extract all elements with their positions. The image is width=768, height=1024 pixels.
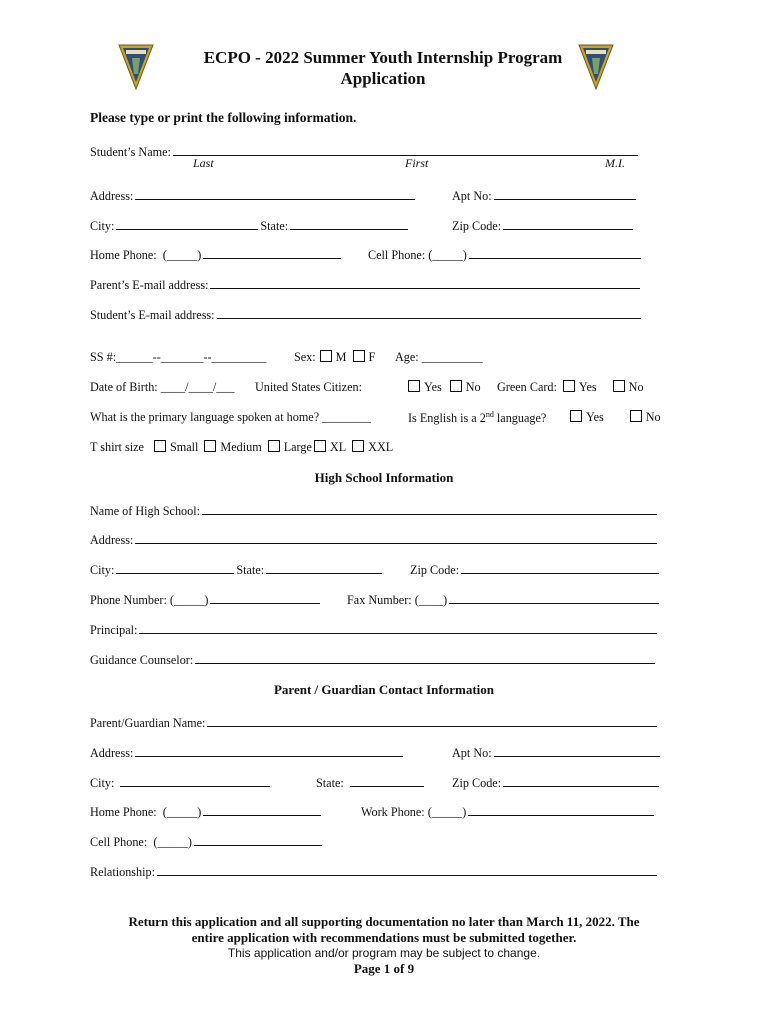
hs-phone-label: Phone Number: <box>90 593 167 607</box>
parent-email-label: Parent’s E-mail address: <box>90 278 209 292</box>
pg-zip-label: Zip Code: <box>452 776 502 790</box>
student-cell-phone-row <box>368 246 643 263</box>
citizen-yes-label: Yes <box>424 380 442 394</box>
hs-state-label: State: <box>236 563 265 577</box>
pg-cell-phone-area[interactable]: (_____) <box>153 835 192 849</box>
green-card-no-checkbox[interactable] <box>613 380 625 392</box>
pg-name-field[interactable] <box>207 714 657 727</box>
student-state-label: State: <box>260 219 289 233</box>
english-yes-label: Yes <box>586 410 604 424</box>
hs-state-field[interactable] <box>266 561 382 574</box>
student-city-field[interactable] <box>116 217 258 230</box>
student-name-row <box>90 143 640 160</box>
student-cell-phone-field[interactable] <box>469 246 641 259</box>
english-options <box>564 410 661 425</box>
citizen-no-checkbox[interactable] <box>450 380 462 392</box>
title-line-2: Application <box>340 69 426 88</box>
student-state-field[interactable] <box>290 217 408 230</box>
pg-apt-row <box>452 744 662 761</box>
student-home-phone-row <box>90 246 343 263</box>
student-apt-field[interactable] <box>494 187 636 200</box>
police-badge-logo-left <box>118 44 154 90</box>
student-email-row <box>90 306 643 323</box>
title-line-1: ECPO - 2022 Summer Youth Internship Program <box>203 48 563 67</box>
pg-home-phone-area[interactable]: (_____) <box>162 805 202 819</box>
dob-label[interactable]: Date of Birth: ____/____/___ <box>90 380 235 394</box>
age-row[interactable] <box>395 350 483 365</box>
citizen-no-label: No <box>465 380 481 394</box>
green-card-yes-checkbox[interactable] <box>563 380 575 392</box>
size-medium-checkbox[interactable] <box>204 440 216 452</box>
change-notice: This application and/or program may be subject to change. <box>227 946 541 960</box>
pg-work-phone-label: Work Phone: <box>361 805 425 819</box>
pg-city-field[interactable] <box>120 774 270 787</box>
student-email-label: Student’s E-mail address: <box>90 308 215 322</box>
pg-cell-phone-row <box>90 833 324 850</box>
hs-fax-label: Fax Number: <box>347 593 412 607</box>
student-city-row <box>90 217 410 234</box>
student-apt-row <box>452 187 638 204</box>
hs-address-field[interactable] <box>135 531 657 544</box>
green-card-row <box>497 380 644 395</box>
pg-name-label: Parent/Guardian Name: <box>90 716 206 730</box>
size-large-checkbox[interactable] <box>268 440 280 452</box>
size-small-checkbox[interactable] <box>154 440 166 452</box>
pg-state-field[interactable] <box>350 774 424 787</box>
hs-counselor-field[interactable] <box>195 651 655 664</box>
parent-email-field[interactable] <box>210 276 640 289</box>
hs-principal-field[interactable] <box>139 621 657 634</box>
age-label[interactable]: Age: __________ <box>395 350 483 364</box>
ss-label[interactable]: SS #:______--_______--_________ <box>90 350 267 364</box>
english-label-pre: Is English is a 2 <box>408 411 486 426</box>
size-medium-label: Medium <box>220 440 262 454</box>
hs-counselor-row <box>90 651 657 668</box>
ss-row[interactable] <box>90 350 266 365</box>
size-xl-checkbox[interactable] <box>314 440 326 452</box>
sex-m-label: M <box>335 350 347 364</box>
citizen-yes-checkbox[interactable] <box>408 380 420 392</box>
parent-heading: Parent / Guardian Contact Information <box>273 682 495 697</box>
size-small-label: Small <box>169 440 199 454</box>
language-row[interactable] <box>90 410 371 425</box>
pg-city-label: City: <box>90 776 115 790</box>
language-label[interactable]: What is the primary language spoken at home? ________ <box>90 410 371 424</box>
english-row <box>408 410 546 426</box>
pg-address-label: Address: <box>90 746 134 760</box>
english-label-sup: nd <box>485 410 494 419</box>
student-zip-field[interactable] <box>503 217 633 230</box>
name-sub-last: Last <box>193 156 214 170</box>
pg-apt-field[interactable] <box>494 744 660 757</box>
name-sub-first: First <box>405 156 429 170</box>
hs-zip-row <box>410 561 661 578</box>
hs-phone-field[interactable] <box>210 591 320 604</box>
student-city-label: City: <box>90 219 115 233</box>
pg-home-phone-field[interactable] <box>203 803 321 816</box>
student-cell-phone-label: Cell Phone: <box>368 248 426 262</box>
size-xxl-checkbox[interactable] <box>352 440 364 452</box>
student-home-phone-field[interactable] <box>203 246 341 259</box>
deadline-line-1: Return this application and all supporting documentation no later than March 11, 2022. The <box>128 914 640 929</box>
pg-cell-phone-field[interactable] <box>194 833 322 846</box>
english-label-post: language? <box>493 411 547 426</box>
hs-fax-row <box>347 591 661 608</box>
pg-relationship-field[interactable] <box>157 863 657 876</box>
pg-address-field[interactable] <box>135 744 403 757</box>
pg-apt-label: Apt No: <box>452 746 492 760</box>
hs-address-row <box>90 531 659 548</box>
high-school-heading: High School Information <box>314 470 454 485</box>
citizen-label: United States Citizen: <box>255 380 362 394</box>
hs-city-row <box>90 561 384 578</box>
instructions: Please type or print the following information. <box>90 110 357 125</box>
hs-principal-label: Principal: <box>90 623 138 637</box>
pg-work-phone-area[interactable]: (_____) <box>427 805 467 819</box>
hs-fax-field[interactable] <box>449 591 659 604</box>
student-address-row <box>90 187 417 204</box>
sex-m-checkbox[interactable] <box>320 350 332 362</box>
student-address-field[interactable] <box>135 187 415 200</box>
hs-principal-row <box>90 621 659 638</box>
size-xl-label: XL <box>329 440 347 454</box>
pg-state-label: State: <box>316 776 344 790</box>
pg-state-row <box>316 774 426 791</box>
pg-work-phone-field[interactable] <box>468 803 654 816</box>
student-name-field[interactable] <box>173 143 638 156</box>
student-apt-label: Apt No: <box>452 189 492 203</box>
tshirt-row <box>90 440 393 455</box>
deadline-line-2: entire application with recommendations must be submitted together. <box>191 930 577 945</box>
hs-phone-row <box>90 591 322 608</box>
pg-zip-field[interactable] <box>503 774 659 787</box>
student-zip-label: Zip Code: <box>452 219 502 233</box>
size-large-label: Large <box>283 440 312 454</box>
citizen-label-row <box>255 380 362 395</box>
pg-city-row <box>90 774 272 791</box>
tshirt-label: T shirt size <box>90 440 144 454</box>
page-number: Page 1 of 9 <box>353 961 415 976</box>
hs-zip-label: Zip Code: <box>410 563 460 577</box>
student-address-label: Address: <box>90 189 134 203</box>
green-card-yes-label: Yes <box>578 380 597 394</box>
size-xxl-label: XXL <box>368 440 394 454</box>
citizen-options <box>402 380 481 395</box>
deadline-notice <box>60 914 708 946</box>
english-no-checkbox[interactable] <box>630 410 642 422</box>
pg-address-row <box>90 744 405 761</box>
student-cell-phone-area[interactable]: (_____) <box>428 248 467 262</box>
hs-name-row <box>90 502 659 519</box>
student-home-phone-area[interactable]: (_____) <box>162 248 202 262</box>
student-email-field[interactable] <box>217 306 641 319</box>
student-home-phone-label: Home Phone: <box>90 248 157 262</box>
dob-row[interactable] <box>90 380 235 395</box>
green-card-label: Green Card: <box>497 380 557 394</box>
pg-cell-phone-label: Cell Phone: <box>90 835 148 849</box>
english-yes-checkbox[interactable] <box>570 410 582 422</box>
hs-phone-area[interactable]: (_____) <box>169 593 209 607</box>
hs-zip-field[interactable] <box>461 561 659 574</box>
parent-email-row <box>90 276 642 293</box>
hs-fax-area[interactable]: (____) <box>414 593 448 607</box>
sex-f-checkbox[interactable] <box>353 350 365 362</box>
hs-name-label: Name of High School: <box>90 504 201 518</box>
student-zip-row <box>452 217 635 234</box>
pg-zip-row <box>452 774 661 791</box>
sex-row <box>294 350 375 365</box>
sex-f-label: F <box>368 350 376 364</box>
hs-counselor-label: Guidance Counselor: <box>90 653 194 667</box>
pg-relationship-label: Relationship: <box>90 865 155 879</box>
hs-city-label: City: <box>90 563 115 577</box>
pg-relationship-row <box>90 863 659 880</box>
sex-label: Sex: <box>294 350 316 364</box>
english-no-label: No <box>645 410 661 424</box>
name-sub-mi: M.I. <box>605 156 625 170</box>
form-title <box>150 47 616 89</box>
pg-home-phone-label: Home Phone: <box>90 805 157 819</box>
green-card-no-label: No <box>628 380 644 394</box>
hs-name-field[interactable] <box>202 502 657 515</box>
hs-city-field[interactable] <box>116 561 234 574</box>
hs-address-label: Address: <box>90 533 134 547</box>
pg-work-phone-row <box>361 803 656 820</box>
pg-name-row <box>90 714 659 731</box>
pg-home-phone-row <box>90 803 323 820</box>
student-name-label: Student’s Name: <box>90 145 171 159</box>
